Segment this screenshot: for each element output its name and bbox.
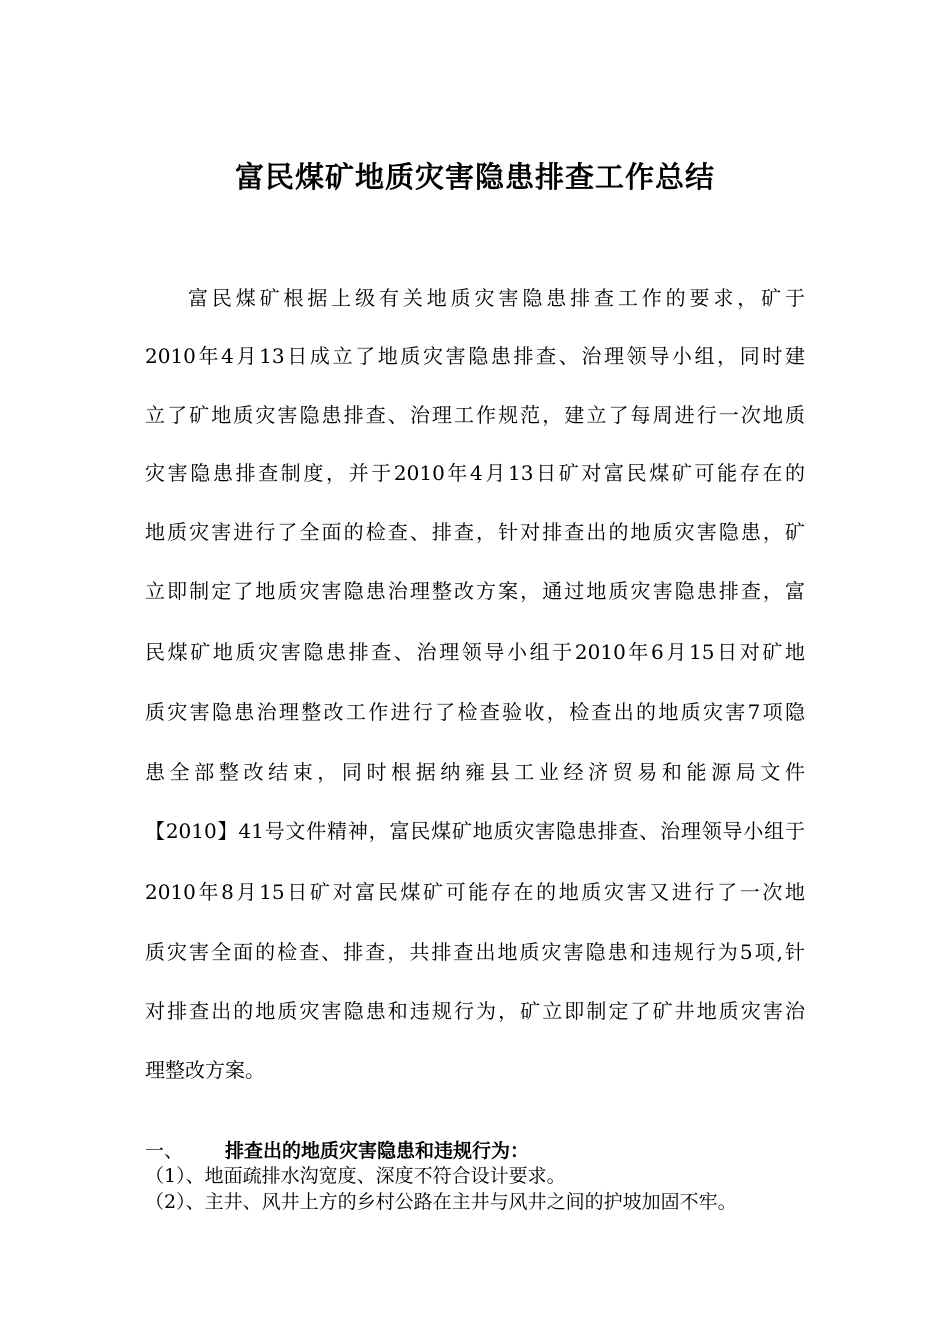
section-number: 一、 [145, 1140, 184, 1162]
paragraph-line: 民煤矿地质灾害隐患排查、治理领导小组于2010年6月15日对矿地 [145, 640, 805, 664]
paragraph-line: 立了矿地质灾害隐患排查、治理工作规范，建立了每周进行一次地质 [145, 403, 805, 427]
paragraph-line: 患全部整改结束，同时根据纳雍县工业经济贸易和能源局文件 [145, 760, 805, 784]
paragraph-line: 富民煤矿根据上级有关地质灾害隐患排查工作的要求，矿于 [188, 286, 805, 310]
section-heading-text: 排查出的地质灾害隐患和违规行为： [225, 1140, 530, 1162]
paragraph-line: 质灾害全面的检查、排查，共排查出地质灾害隐患和违规行为5项,针 [145, 940, 805, 964]
section-heading [145, 1138, 529, 1164]
paragraph-line: 地质灾害进行了全面的检查、排查，针对排查出的地质灾害隐患，矿 [145, 520, 805, 544]
paragraph-line: 2010年4月13日成立了地质灾害隐患排查、治理领导小组，同时建 [145, 344, 805, 368]
list-item: （2）、主井、风井上方的乡村公路在主井与风井之间的护坡加固不牢。 [145, 1191, 737, 1213]
paragraph-line: 对排查出的地质灾害隐患和违规行为，矿立即制定了矿井地质灾害治 [145, 999, 805, 1023]
list-item: （1）、地面疏排水沟宽度、深度不符合设计要求。 [145, 1165, 566, 1187]
paragraph-line: 2010年8月15日矿对富民煤矿可能存在的地质灾害又进行了一次地 [145, 880, 805, 904]
paragraph-line: 理整改方案。 [145, 1058, 265, 1082]
paragraph-line: 立即制定了地质灾害隐患治理整改方案，通过地质灾害隐患排查，富 [145, 579, 805, 603]
document-title: 富民煤矿地质灾害隐患排查工作总结 [234, 160, 715, 194]
paragraph-line: 灾害隐患排查制度，并于2010年4月13日矿对富民煤矿可能存在的 [145, 461, 805, 485]
paragraph-line: 质灾害隐患治理整改工作进行了检查验收，检查出的地质灾害7项隐 [145, 700, 805, 724]
paragraph-line: 【2010】41号文件精神，富民煤矿地质灾害隐患排查、治理领导小组于 [145, 819, 805, 843]
